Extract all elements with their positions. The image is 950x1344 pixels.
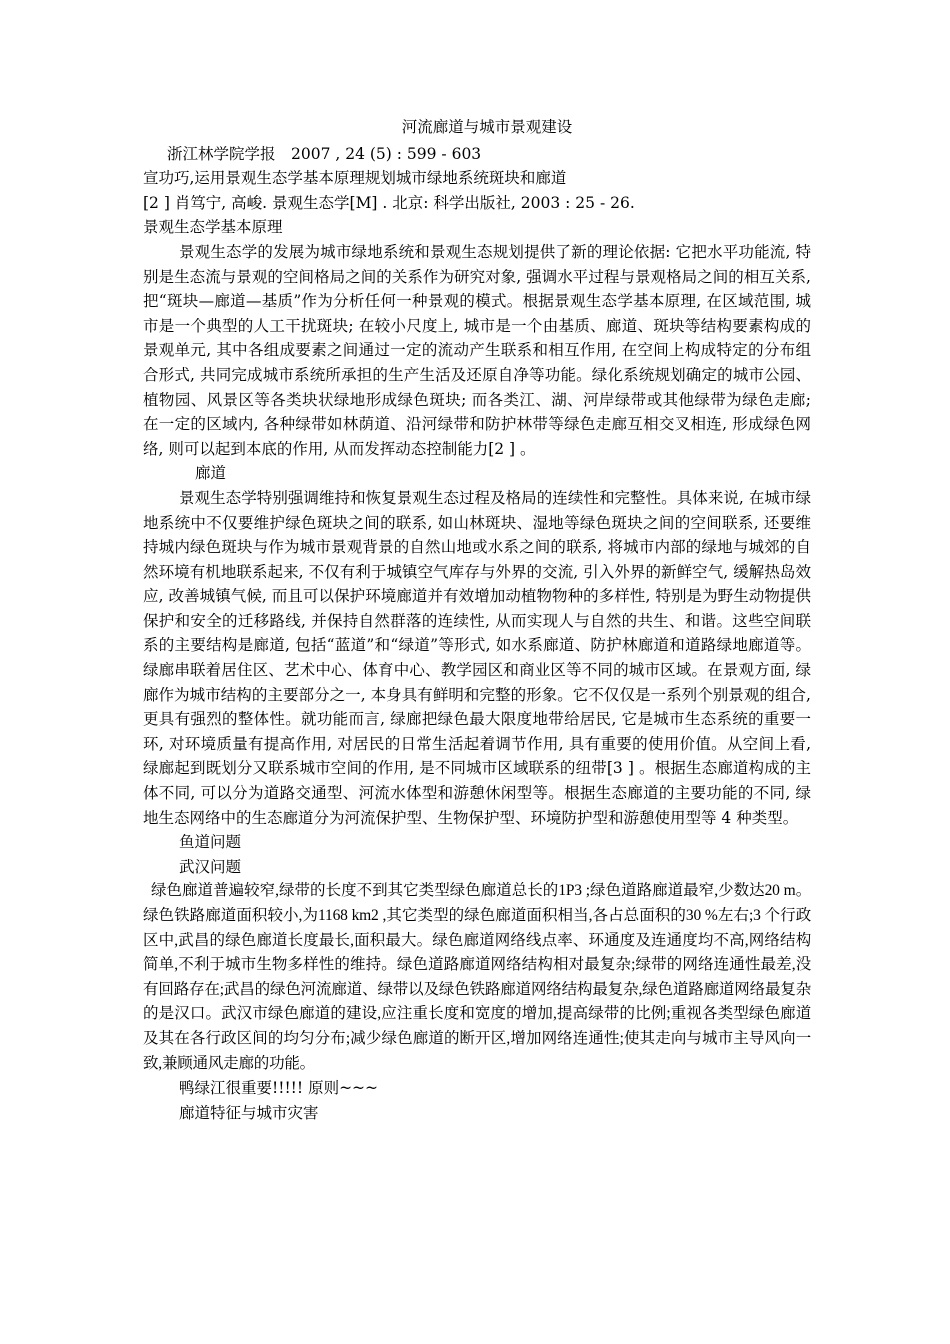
section-heading-disasters: 廊道特征与城市灾害	[179, 1103, 319, 1122]
section-heading-principles: 景观生态学基本原理	[143, 218, 283, 237]
section-heading-wuhan: 武汉问题	[179, 857, 242, 876]
citation-author: 宣功巧,运用景观生态学基本原理规划城市绿地系统斑块和廊道	[143, 169, 567, 188]
paragraph-principles: 景观生态学的发展为城市绿地系统和景观生态规划提供了新的理论依据: 它把水平功能流, 特别是生态流与景观的空间格局之间的关系作为研究对象, 强调水平过程与景观格局之间的相互关系, 把“斑块—廊道—基质”作为分析任何一种景观的模式。根据景观生态学基本原理, 在区域范围, 城市是一个典型的人工干扰斑块; 在较小尺度上, 城市是一个由基质、廊道、斑块等结构要素构成的景观单元, 其中各组成要素之间通过一定的流动产生联系和相互作用, 在空间上构成特定的分布组合形式, 共同完成城市系统所承担的生产生活及还原自净等功能。绿化系统规划确定的城市公园、植物园、风景区等各类块状绿地形成绿色斑块; 而各类江、湖、河岸绿带或其他绿带为绿色走廊; 在一定的区域内, 各种绿带如林荫道、沿河绿带和防护林带等绿色走廊互相交叉相连, 形成绿色网络, 则可以起到本底的作用, 从而发挥动态控制能力[2 ] 。	[143, 242, 811, 458]
section-heading-fishway: 鱼道问题	[179, 833, 242, 852]
citation-journal: 浙江林学院学报 2007 , 24 (5) : 599 - 603	[167, 144, 482, 163]
section-heading-corridor: 廊道	[195, 464, 227, 483]
paragraph-corridor: 景观生态学特别强调维持和恢复景观生态过程及格局的连续性和完整性。具体来说, 在城市绿地系统中不仅要维护绿色斑块之间的联系, 如山林斑块、湿地等绿色斑块之间的空间联系, 还要维持城内绿色斑块与作为城市景观背景的自然山地或水系之间的联系, 将城市内部的绿地与城郊的自然环境有机地联系起来, 不仅有利于城镇空气库存与外界的交流, 引入外界的新鲜空气, 缓解热岛效应, 改善城镇气候, 而且可以保护环境廊道并有效增加动植物物种的多样性, 特别是为野生动物提供保护和安全的迁移路线, 并保持自然群落的连续性, 从而实现人与自然的共生、和谐。这些空间联系的主要结构是廊道, 包括“蓝道”和“绿道”等形式, 如水系廊道、防护林廊道和道路绿地廊道等。绿廊串联着居住区、艺术中心、体育中心、教学园区和商业区等不同的城市区域。在景观方面, 绿廊作为城市结构的主要部分之一, 本身具有鲜明和完整的形象。它不仅仅是一系列个别景观的组合, 更具有强烈的整体性。就功能而言, 绿廊把绿色最大限度地带给居民, 它是城市生态系统的重要一环, 对环境质量有提高作用, 对居民的日常生活起着调节作用, 具有重要的使用价值。从空间上看, 绿廊起到既划分又联系城市空间的作用, 是不同城市区域联系的纽带[3 ] 。根据生态廊道构成的主体不同, 可以分为道路交通型、河流水体型和游憩休闲型等。根据生态廊道的主要功能的不同, 绿地生态网络中的生态廊道分为河流保护型、生物保护型、环境防护型和游憩使用型等 4 种类型。	[143, 488, 811, 827]
document-title: 河流廊道与城市景观建设	[401, 118, 573, 136]
document-page	[143, 115, 811, 1125]
note-yalu-river: 鸭绿江很重要!!!!! 原则~~~	[179, 1079, 379, 1098]
citation-reference: [2 ] 肖笃宁, 高峻. 景观生态学[M] . 北京: 科学出版社, 2003 : 25 - 26.	[143, 193, 635, 212]
paragraph-wuhan: 绿色廊道普遍较窄,绿带的长度不到其它类型绿色廊道总长的1P3 ;绿色道路廊道最窄,少数达20 m。绿色铁路廊道面积较小,为1168 km2 ,其它类型的绿色廊道面积相当,各占总面积的30 %左右;3 个行政区中,武昌的绿色廊道长度最长,面积最大。绿色廊道网络线点率、环通度及连通度均不高,网络结构简单,不利于城市生物多样性的维持。绿色道路廊道网络结构相对最复杂;绿带的网络连通性最差,没有回路存在;武昌的绿色河流廊道、绿带以及绿色铁路廊道网络结构最复杂,绿色道路廊道网络最复杂的是汉口。武汉市绿色廊道的建设,应注重长度和宽度的增加,提高绿带的比例;重视各类型绿色廊道及其在各行政区间的均匀分布;减少绿色廊道的断开区,增加网络连通性;使其走向与城市主导风向一致,兼顾通风走廊的功能。	[143, 882, 811, 1072]
